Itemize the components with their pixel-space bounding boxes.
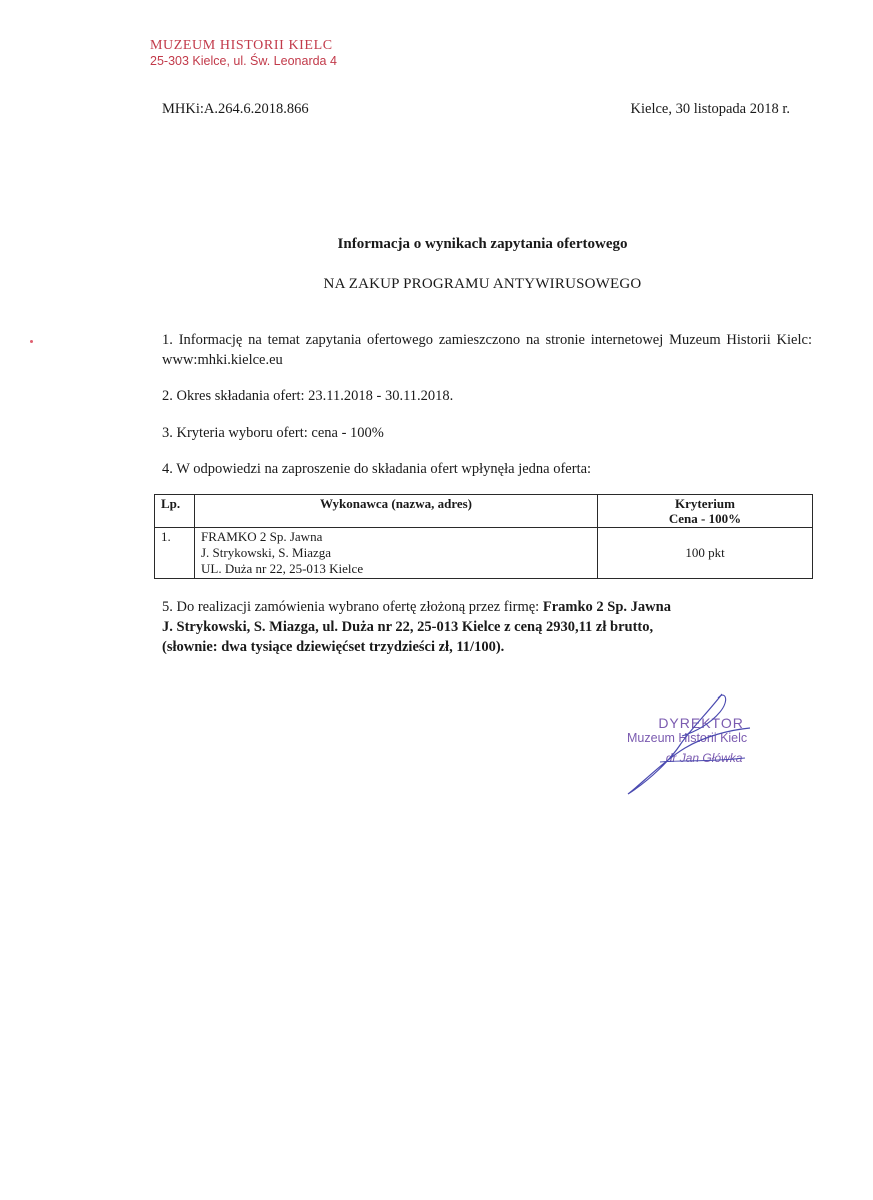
contractor-address: UL. Duża nr 22, 25-013 Kielce [201, 561, 364, 576]
row-lp: 1. [155, 528, 195, 579]
point-2: 2. Okres składania ofert: 23.11.2018 - 30.11.2018. [162, 388, 454, 404]
point-5-company: Framko 2 Sp. Jawna [542, 599, 671, 615]
director-museum: Muzeum Historii Kielc [627, 731, 748, 745]
offers-table [154, 494, 813, 579]
director-title: DYREKTOR [658, 715, 744, 731]
point-4: 4. W odpowiedzi na zaproszenie do składania ofert wpłynęła jedna oferta: [162, 461, 592, 477]
header-criterion-line-2: Cena - 100% [668, 511, 742, 526]
header-criterion [598, 495, 813, 528]
stamp-line-1: MUZEUM HISTORII KIELC [150, 38, 333, 53]
director-signature [610, 690, 770, 800]
point-5-details: J. Strykowski, S. Miazga, ul. Duża nr 22, 25-013 Kielce z ceną 2930,11 zł brutto, [162, 619, 654, 635]
contractor-name: FRAMKO 2 Sp. Jawna [201, 529, 323, 544]
point-1: 1. Informację na temat zapytania ofertowego zamieszczono na stronie internetowej Muzeum Historii Kielc: www:mhki.kielce.eu [162, 332, 812, 368]
stamp-line-2: 25-303 Kielce, ul. Św. Leonarda 4 [150, 54, 337, 69]
row-contractor [195, 528, 598, 579]
point-5-amount-words: (słownie: dwa tysiące dziewięćset trzydzieści zł, 11/100). [162, 639, 505, 655]
table-row [155, 528, 813, 579]
header-criterion-line-1: Kryterium [675, 496, 735, 511]
row-score: 100 pkt [598, 528, 813, 579]
stray-mark [30, 340, 33, 343]
header-lp: Lp. [155, 495, 195, 528]
header-contractor: Wykonawca (nazwa, adres) [195, 495, 598, 528]
director-name: dr Jan Główka [665, 751, 743, 765]
table-header-row [155, 495, 813, 528]
point-5 [162, 597, 782, 657]
document-subtitle: NA ZAKUP PROGRAMU ANTYWIRUSOWEGO [323, 276, 642, 292]
reference-number: MHKi:A.264.6.2018.866 [162, 101, 309, 117]
contractor-owners: J. Strykowski, S. Miazga [201, 545, 331, 560]
point-3: 3. Kryteria wyboru ofert: cena - 100% [162, 425, 384, 441]
document-title: Informacja o wynikach zapytania ofertowego [337, 236, 628, 252]
point-5-lead: 5. Do realizacji zamówienia wybrano ofertę złożoną przez firmę: [162, 599, 543, 615]
document-date: Kielce, 30 listopada 2018 r. [630, 101, 790, 117]
museum-header-stamp [150, 38, 337, 68]
